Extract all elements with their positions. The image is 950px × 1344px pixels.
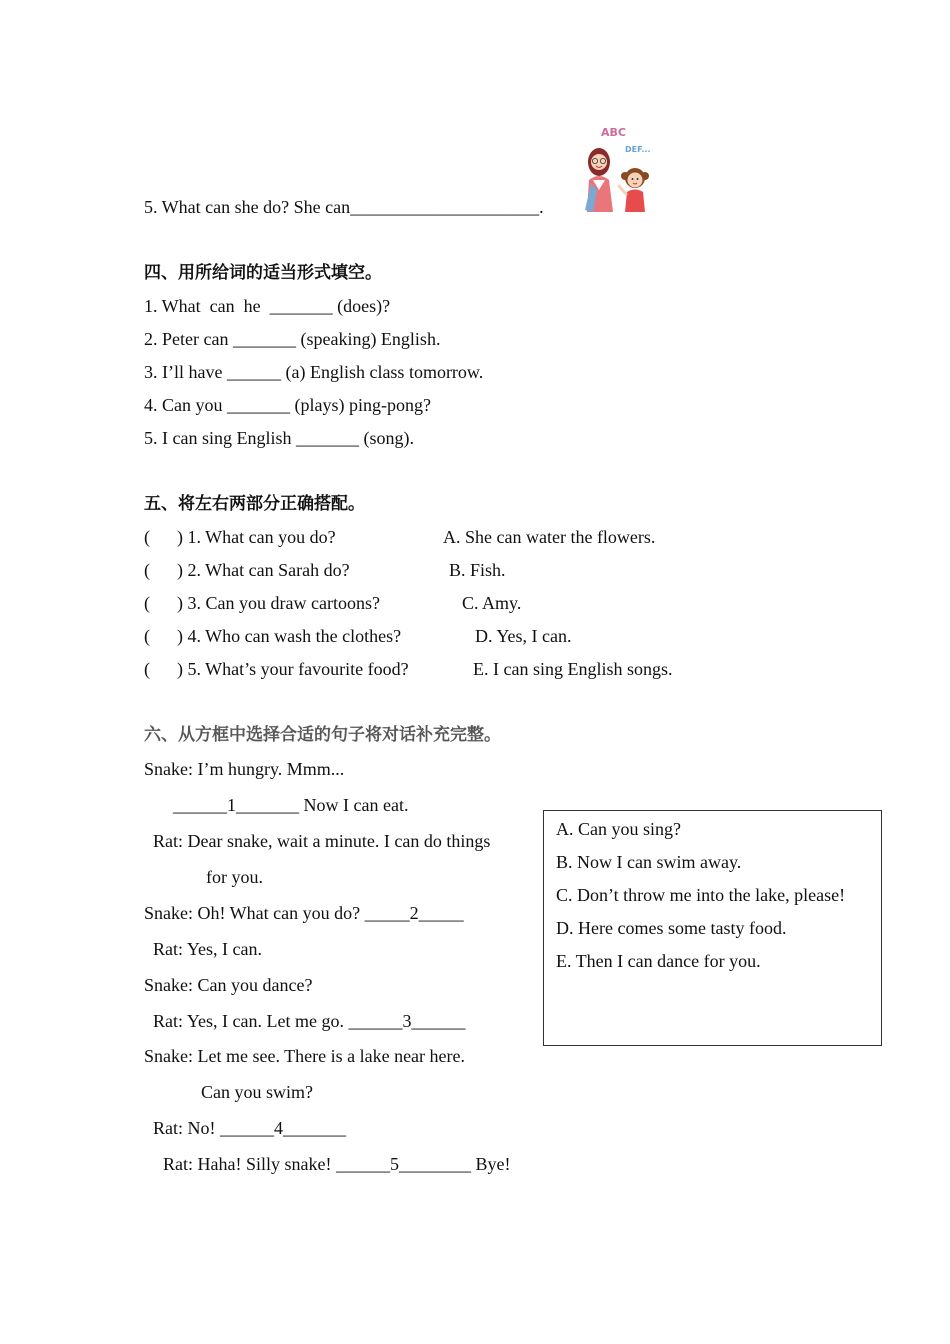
dialogue-line-4: for you. xyxy=(206,867,263,887)
section-4-item-5: 5. I can sing English _______ (song). xyxy=(144,428,414,448)
match-question-2: ( ) 2. What can Sarah do? xyxy=(144,560,350,580)
dialogue-line-10: Can you swim? xyxy=(201,1082,313,1102)
option-c: C. Don’t throw me into the lake, please! xyxy=(556,885,846,905)
option-a: A. Can you sing? xyxy=(556,819,681,839)
match-question-5: ( ) 5. What’s your favourite food? xyxy=(144,659,409,679)
question-3-5: 5. What can she do? She can_____________________. xyxy=(144,197,544,217)
dialogue-line-9: Snake: Let me see. There is a lake near here. xyxy=(144,1046,466,1066)
match-answer-e: E. I can sing English songs. xyxy=(473,659,673,679)
girl-body xyxy=(625,190,645,213)
dialogue-line-12: Rat: Haha! Silly snake! ______5________ Bye! xyxy=(163,1154,511,1174)
section-6-heading: 六、从方框中选择合适的句子将对话补充完整。 xyxy=(144,725,501,745)
dialogue-line-8: Rat: Yes, I can. Let me go. ______3______ xyxy=(153,1011,466,1031)
section-4-item-2: 2. Peter can _______ (speaking) English. xyxy=(144,329,441,349)
match-answer-c: C. Amy. xyxy=(462,593,522,613)
section-4-heading: 四、用所给词的适当形式填空。 xyxy=(144,263,382,283)
option-b: B. Now I can swim away. xyxy=(556,852,742,872)
match-question-3: ( ) 3. Can you draw cartoons? xyxy=(144,593,380,613)
section-5-heading: 五、将左右两部分正确搭配。 xyxy=(144,494,365,514)
section-4-item-3: 3. I’ll have ______ (a) English class tomorrow. xyxy=(144,362,484,382)
dialogue-line-2: ______1_______ Now I can eat. xyxy=(173,795,409,815)
teacher-girl-illustration xyxy=(583,120,681,216)
option-d: D. Here comes some tasty food. xyxy=(556,918,787,938)
girl-face xyxy=(628,173,643,188)
dialogue-line-5: Snake: Oh! What can you do? _____2_____ xyxy=(144,903,464,923)
match-answer-b: B. Fish. xyxy=(449,560,506,580)
match-answer-d: D. Yes, I can. xyxy=(475,626,572,646)
options-box xyxy=(543,810,882,1046)
match-question-1: ( ) 1. What can you do? xyxy=(144,527,336,547)
letters-abc: ABC xyxy=(601,126,626,139)
dialogue-line-7: Snake: Can you dance? xyxy=(144,975,313,995)
dialogue-line-3: Rat: Dear snake, wait a minute. I can do things xyxy=(153,831,491,851)
match-answer-a: A. She can water the flowers. xyxy=(443,527,656,547)
letters-def: DEF... xyxy=(625,145,651,154)
section-4-item-4: 4. Can you _______ (plays) ping-pong? xyxy=(144,395,431,415)
dialogue-line-6: Rat: Yes, I can. xyxy=(153,939,262,959)
option-e: E. Then I can dance for you. xyxy=(556,951,761,971)
match-question-4: ( ) 4. Who can wash the clothes? xyxy=(144,626,402,646)
section-4-item-1: 1. What can he _______ (does)? xyxy=(144,296,391,316)
dialogue-line-11: Rat: No! ______4_______ xyxy=(153,1118,346,1138)
dialogue-line-1: Snake: I’m hungry. Mmm... xyxy=(144,759,345,779)
